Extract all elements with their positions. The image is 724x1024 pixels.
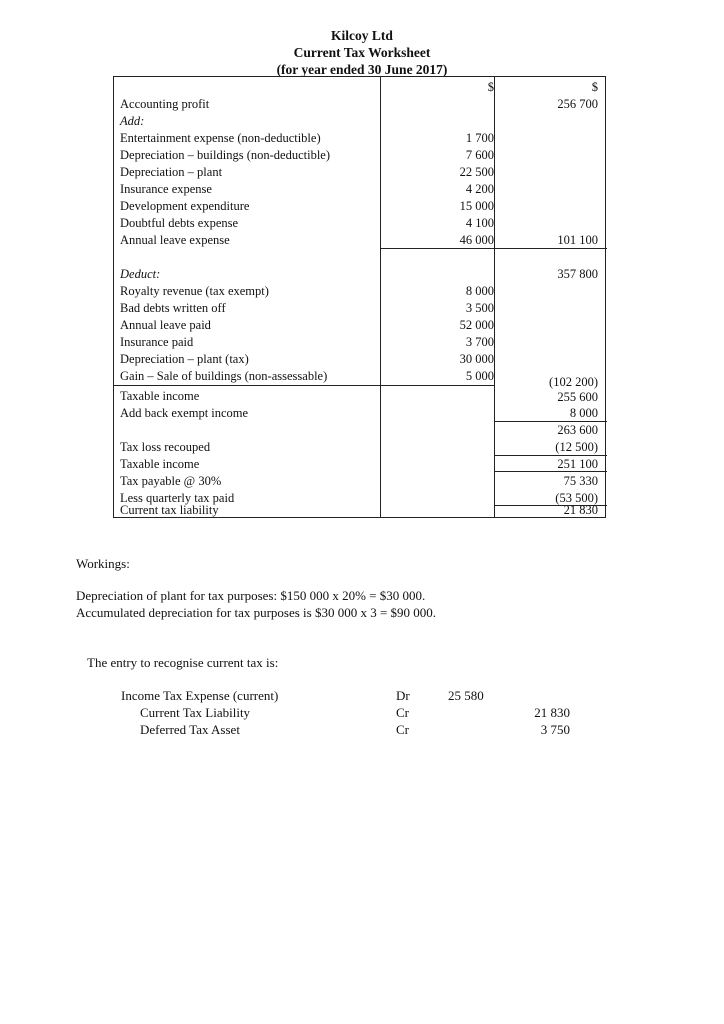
row-label: Development expenditure [120, 199, 250, 213]
section-heading-add: Add: [120, 114, 145, 128]
row-total: 256 700 [557, 97, 598, 111]
journal-credit: 3 750 [540, 722, 570, 737]
row-label: Depreciation – plant [120, 165, 223, 179]
period-title: (for year ended 30 June 2017) [276, 62, 448, 77]
row-label: Annual leave paid [120, 318, 211, 332]
row-total: 357 800 [557, 267, 598, 281]
column-divider [494, 77, 495, 517]
row-label: Entertainment expense (non-deductible) [120, 131, 321, 145]
total-rule [380, 248, 607, 249]
row-total: 101 100 [557, 233, 598, 247]
row-total: 75 330 [563, 474, 598, 488]
section-rule [114, 385, 494, 386]
journal-account: Deferred Tax Asset [140, 722, 240, 737]
section-heading-deduct: Deduct: [120, 267, 161, 281]
total-rule [494, 471, 607, 472]
row-amount: 1 700 [465, 131, 494, 145]
row-amount: 4 200 [465, 182, 494, 196]
row-label: Insurance expense [120, 182, 212, 196]
row-label: Taxable income [120, 389, 200, 403]
row-label: Taxable income [120, 457, 200, 471]
row-amount: 46 000 [459, 233, 494, 247]
row-label: Depreciation – plant (tax) [120, 352, 249, 366]
row-total: (102 200) [549, 375, 598, 389]
journal-account: Current Tax Liability [140, 705, 251, 720]
row-amount: 7 600 [465, 148, 494, 162]
row-label: Doubtful debts expense [120, 216, 239, 230]
row-label: Bad debts written off [120, 301, 226, 315]
workings-line: Depreciation of plant for tax purposes: $150 000 x 20% = $30 000. [76, 588, 426, 603]
workings-line: Accumulated depreciation for tax purposes is $30 000 x 3 = $90 000. [76, 605, 437, 620]
row-label: Accounting profit [120, 97, 210, 111]
journal-debit: 25 580 [448, 688, 484, 703]
row-amount: 5 000 [465, 369, 494, 383]
tax-worksheet-table [113, 76, 606, 518]
row-total: (53 500) [555, 491, 598, 505]
row-label: Royalty revenue (tax exempt) [120, 284, 269, 298]
row-label: Current tax liability [120, 503, 219, 517]
workings-heading: Workings: [76, 556, 130, 571]
journal-side: Dr [396, 688, 410, 703]
row-amount: 22 500 [459, 165, 494, 179]
journal-side: Cr [396, 722, 409, 737]
row-label: Add back exempt income [120, 406, 249, 420]
row-amount: 3 500 [465, 301, 494, 315]
row-amount: 30 000 [459, 352, 494, 366]
journal-side: Cr [396, 705, 409, 720]
row-total: 255 600 [557, 390, 598, 404]
row-total: 8 000 [569, 406, 598, 420]
row-label: Less quarterly tax paid [120, 491, 235, 505]
row-label: Tax loss recouped [120, 440, 211, 454]
journal-credit: 21 830 [534, 705, 570, 720]
row-amount: 15 000 [459, 199, 494, 213]
row-total: 263 600 [557, 423, 598, 437]
row-amount: 4 100 [465, 216, 494, 230]
row-label: Depreciation – buildings (non-deductible) [120, 148, 331, 162]
row-label: Gain – Sale of buildings (non-assessable) [120, 369, 328, 383]
column-divider [380, 77, 381, 517]
column-header-total: $ [591, 80, 598, 94]
row-amount: 52 000 [459, 318, 494, 332]
journal-account: Income Tax Expense (current) [121, 688, 279, 703]
worksheet-title: Current Tax Worksheet [293, 45, 431, 60]
row-label: Annual leave expense [120, 233, 230, 247]
row-label: Insurance paid [120, 335, 194, 349]
row-amount: 3 700 [465, 335, 494, 349]
row-total: (12 500) [555, 440, 598, 454]
column-header-amount: $ [487, 80, 494, 94]
journal-intro: The entry to recognise current tax is: [87, 655, 279, 670]
company-name: Kilcoy Ltd [331, 28, 393, 43]
row-total: 251 100 [557, 457, 598, 471]
row-label: Tax payable @ 30% [120, 474, 222, 488]
row-total: 21 830 [563, 503, 598, 517]
row-amount: 8 000 [465, 284, 494, 298]
